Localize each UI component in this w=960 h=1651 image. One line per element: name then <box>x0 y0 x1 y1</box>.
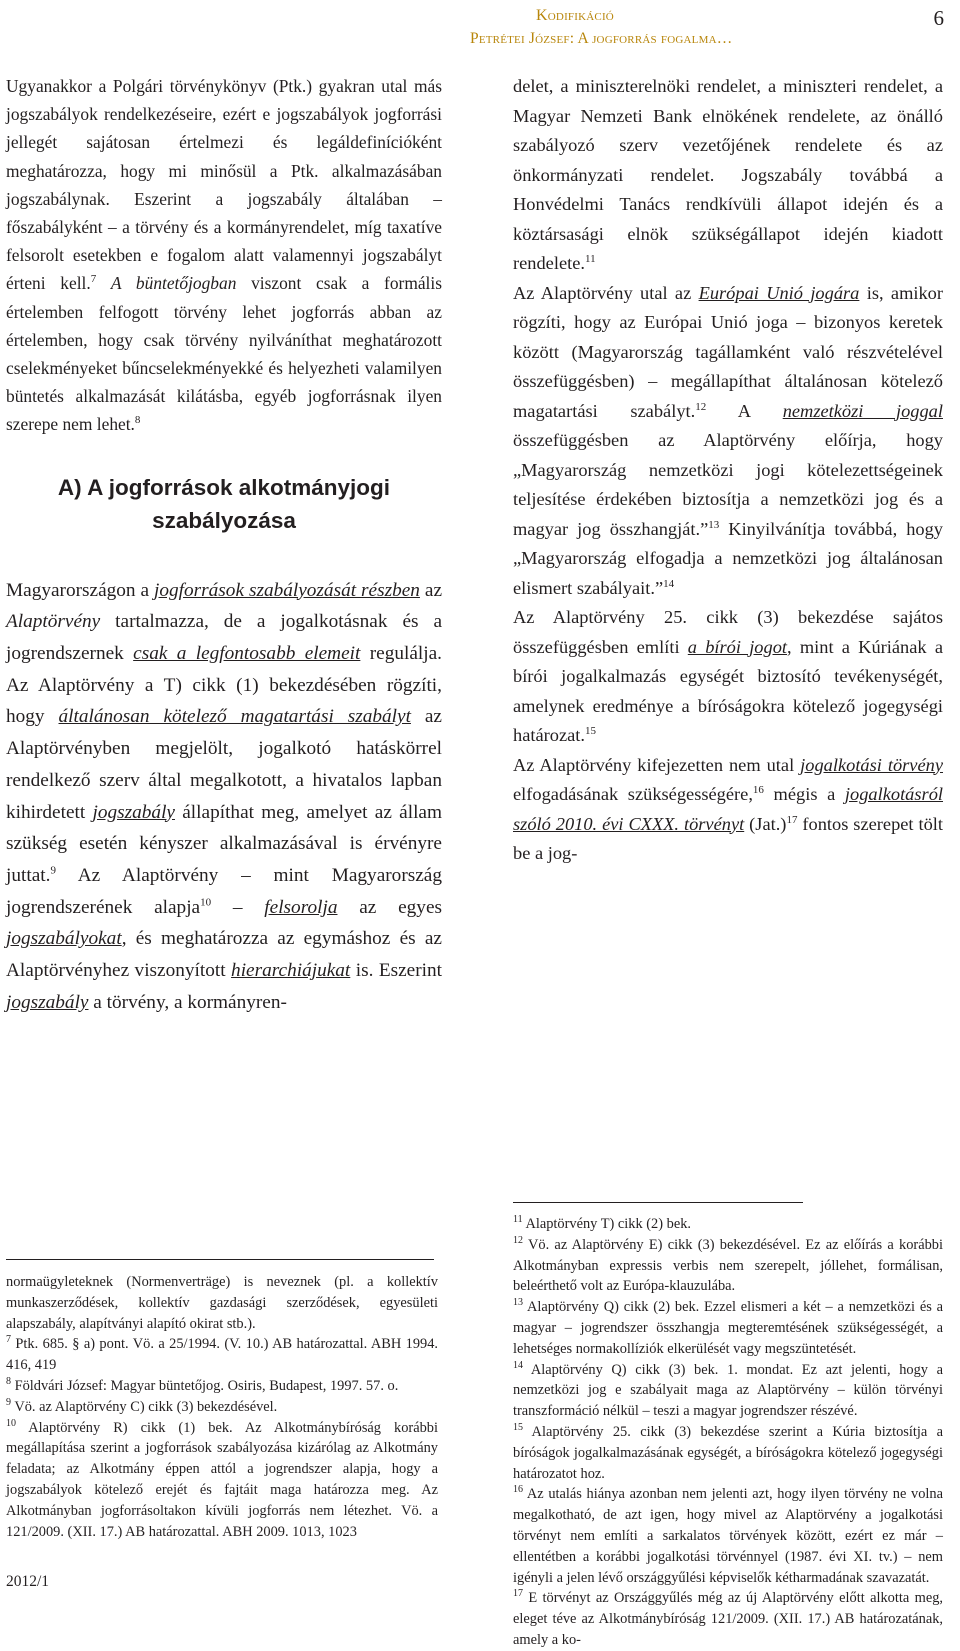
text-run: A) A jogforrások alkotmányjogi <box>57 474 391 500</box>
right-column <box>513 72 943 869</box>
footnotes-right <box>513 1214 943 1651</box>
text-run: Földvári József: Magyar büntetőjog. Osiris, Budapest, 1997. 57. o. <box>11 1377 399 1394</box>
footnote-separator-left <box>6 1259 434 1260</box>
text-run: , és meghatározza az egymáshoz és az Alaptörvényhez viszonyított <box>6 928 442 982</box>
text-run: Alaptörvény Q) cikk (2) bek. Ezzel elismeri a két – a nemzetközi és a magyar – jogrendszer összhangja megteremtésének szükségességét, a lehetséges normakollíziók elkerülését vagy megszüntetését. <box>513 1299 943 1357</box>
text-run: 17 <box>513 1588 523 1600</box>
text-run: Vö. az Alaptörvény C) cikk (3) bekezdésével. <box>11 1398 278 1415</box>
text-run: 16 <box>513 1484 523 1496</box>
issue-number: 2012/1 <box>6 1573 50 1590</box>
text-run: Alaptörvény 25. cikk (3) bekezdése szerint a Kúria biztosítja a bíróságok jogalkalmazásának egységét, a bíróságokra kötelező jogegységi határozatot hoz. <box>513 1423 943 1482</box>
text-run: Európai Unió jogára <box>698 282 860 303</box>
text-run: állapíthat meg, amelyet az állam szükség esetén kényszer alkalmazásával is érvényre juttat. <box>6 801 442 886</box>
right-body <box>513 72 943 869</box>
text-run: összefüggésben az Alaptörvény előírja, hogy „Magyarország nemzetközi jogi kötelezettségeinek teljesítése érdekében biztosítja a nemzetközi jog és a magyar jog összhangját.” <box>513 430 943 539</box>
text-run: 9 <box>6 1396 11 1408</box>
paragraph-jogalkotasi-torveny <box>513 751 943 869</box>
text-run: delet, a miniszterelnöki rendelet, a miniszteri rendelet, a Magyar Nemzeti Bank elnökének rendelete, az önálló szabályozó szerv vezetőjének rendelete és az önkormányzati rendelet. Jogszabály továbbá a Honvédelmi Tanács rendkívüli állapot idején és a köztársasági elnök szükségállapot idején kiadott rendelete. <box>513 76 943 273</box>
text-run: viszont csak a formális értelemben felfogott törvény lehet jogforrás abban az értelemben, hogy csak törvény nyilváníthat meghatározott cselekményeket bűncselekményekké és helyezheti valamilyen büntetés alkalmazását kilátásba, egyéb jogforrásnak ilyen szerepe nem lehet. <box>6 273 442 435</box>
text-run: 8 <box>6 1376 11 1388</box>
footnote-ref-17[interactable]: 17 <box>786 813 798 826</box>
text-run: 15 <box>513 1422 523 1434</box>
text-run: Alaptörvény Q) cikk (3) bek. 1. mondat. Ez azt jelenti, hogy a nemzetközi jog e szabályait maga az Alaptörvény – külön törvényi transzformáció nélkül – teszi a magyar jogrendszer részévé. <box>513 1361 943 1420</box>
text-run: is. Eszerint <box>350 960 443 982</box>
text-run: Kinyilvánítja továbbá, hogy „Magyarország elfogadja a nemzetközi jog általánosan elismert szabályait.” <box>513 518 943 598</box>
text-run: Magyarországon a <box>6 579 155 601</box>
footnote-11 <box>513 1214 943 1235</box>
footnote-ref-12[interactable]: 12 <box>695 400 707 413</box>
text-run: E törvényt az Országgyűlés még az új Alaptörvény előtt alkotta meg, eleget téve az Alkotmánybíróság 121/2009. (XII. 17.) AB határozatának, amely a ko- <box>513 1590 943 1648</box>
article-title: Petrétei József: A jogforrás fogalma… <box>470 30 733 47</box>
text-run: A büntetőjogban <box>110 273 237 294</box>
text-run: Alaptörvény R) cikk (1) bek. Az Alkotmánybíróság korábbi megállapítása szerint a jogforrások szabályozása kizárólag az Alkotmány feladata; az Alkotmány éppen attól a jogrendszer alapja, hogy a jogszabályok kötelező erejét és fajtáit maga határozza meg. Az Alkotmányban jogforrásoltakon kívüli jogforrás nem létezhet. Vö. a 121/2009. (XII. 17.) AB határozattal. ABH 2009. 1013, 1023 <box>6 1419 438 1540</box>
footnote-ref-13[interactable]: 13 <box>708 518 720 531</box>
text-run: Az Alaptörvény kifejezetten nem utal <box>513 754 801 775</box>
footnote-ref-16[interactable]: 16 <box>752 783 764 796</box>
text-run: Az Alaptörvény 25. cikk (3) bekezdése sajátos összefüggésben említi <box>513 607 943 657</box>
footnote-ref-7[interactable]: 7 <box>90 273 97 286</box>
text-run: jogforrások szabályozását részben <box>154 579 420 601</box>
footnote-ref-10[interactable]: 10 <box>200 896 212 909</box>
text-run: elfogadásának szükségességére, <box>513 784 753 804</box>
paragraph-jogforrasok <box>6 575 442 1019</box>
paragraph-eu-jog <box>513 279 943 604</box>
footnote-continued: normaügyleteknek (Normenverträge) is neveznek (pl. a kollektív munkaszerződések, kollektív gazdasági szerződések, egyesületi alapszabály, alapítványi alapító okirat stb.). <box>6 1274 438 1332</box>
footnote-10 <box>6 1418 438 1543</box>
text-run: csak a legfontosabb elemeit <box>133 643 361 665</box>
footnote-9 <box>6 1397 438 1418</box>
text-run: regulálja. Az Alaptörvény a T) cikk (1) bekezdésében rögzíti, hogy <box>6 643 442 728</box>
text-run: Vö. az Alaptörvény E) cikk (3) bekezdésével. Ez az előírás a korábbi Alkotmányban expressis verbis nem szerepelt, jóllehet, formálisan, beleérthető volt az Európa-klauzulába. <box>513 1236 943 1295</box>
text-run: (Jat.) <box>744 813 787 834</box>
text-run: jogszabály <box>6 991 89 1013</box>
text-run: általánosan kötelező magatartási szabályt <box>58 706 411 728</box>
text-run: 10 <box>6 1417 16 1429</box>
text-run: 7 <box>6 1334 11 1346</box>
text-run: nemzetközi joggal <box>782 400 943 421</box>
text-run: jogszabály <box>92 801 175 823</box>
text-run: jogalkotási törvény <box>800 754 943 775</box>
footnote-8 <box>6 1376 438 1397</box>
text-run: Ptk. 685. § a) pont. Vö. a 25/1994. (V. 10.) AB határozattal. ABH 1994. 416, 419 <box>6 1336 438 1374</box>
text-run: Az utalás hiánya azonban nem jelenti azt, hogy ilyen törvény ne volna megalkotható, de azt igen, hogy mivel az Alaptörvény a jogalkotási törvényt nem említi a sarkalatos törvények között, ezért ez már – ellentétben a korábbi jogalkotási törvénnyel (1987. évi XI. tv.) – nem igényli a jelen lévő országgyűlési képviselők kétharmadának szavazatát. <box>513 1486 943 1586</box>
text-run: – <box>211 896 265 918</box>
footnote-ref-11[interactable]: 11 <box>584 252 596 265</box>
text-run: 11 <box>513 1214 523 1226</box>
text-run: szabályozása <box>152 507 296 533</box>
text-run: fontos szerepet tölt be a jog- <box>513 813 943 863</box>
text-run: 13 <box>513 1297 523 1309</box>
journal-title: Kodifikáció <box>536 7 614 24</box>
text-run: Alaptörvény <box>6 611 101 633</box>
footnote-ref-9[interactable]: 9 <box>50 864 56 877</box>
footnote-16 <box>513 1484 943 1588</box>
text-run: tartalmazza, de a jogalkotásnak és a jogrendszernek <box>6 611 442 665</box>
footnote-13 <box>513 1297 943 1359</box>
section-heading <box>6 471 442 537</box>
text-run: Az Alaptörvény utal az <box>513 282 699 303</box>
paragraph-ptk <box>6 72 442 439</box>
footnote-separator-right <box>513 1202 803 1203</box>
text-run: 14 <box>513 1359 523 1371</box>
paragraph-rendeletek <box>513 72 943 279</box>
page-number: 6 <box>933 6 944 30</box>
footnote-12 <box>513 1235 943 1297</box>
text-run: az <box>419 579 442 601</box>
text-run: A <box>706 400 783 421</box>
footnote-ref-15[interactable]: 15 <box>584 724 596 737</box>
left-column <box>6 72 442 1018</box>
text-run: a törvény, a kormányren- <box>88 991 287 1013</box>
text-run: felsorolja <box>264 896 338 918</box>
footnotes-left <box>6 1272 438 1542</box>
footnote-17 <box>513 1588 943 1650</box>
footnote-14 <box>513 1360 943 1422</box>
footnote-ref-14[interactable]: 14 <box>663 577 675 590</box>
text-run: hierarchiájukat <box>231 960 351 982</box>
text-run: Az Alaptörvény – mint Magyarország jogrendszerének alapja <box>6 864 442 918</box>
text-run: mégis a <box>763 784 845 804</box>
text-run: a bírói jogot <box>687 636 788 657</box>
text-run: 12 <box>513 1235 523 1246</box>
footnote-7 <box>6 1334 438 1376</box>
running-header <box>470 4 733 50</box>
paragraph-biroi-jog <box>513 603 943 751</box>
text-run: , mint a Kúriának a bírói jogalkalmazás egységét biztosító tevékenységét, amelynek eredménye a bíróságokra kötelező jogegységi határozat. <box>513 636 943 745</box>
text-run: Alaptörvény T) cikk (2) bek. <box>522 1216 692 1232</box>
footnote-15 <box>513 1422 943 1484</box>
text-run: Ugyanakkor a Polgári törvénykönyv (Ptk.) gyakran utal más jogszabályok rendelkezéseire, ezért e jogszabályok jogforrási jellegét sajátosan értelmezi és legáldefinícióként meghatározza, hogy mi minősül a Ptk. alkalmazásában jogszabálynak. Eszerint a jogszabály általában – főszabályként – a törvény és a kormányrendelet, míg taxatíve felsorolt esetekben e fogalom alatt valamennyi jogszabályt érteni kell. <box>6 76 442 294</box>
text-run: jogszabályokat <box>6 928 122 950</box>
text-run: jogalkotásról szóló 2010. évi CXXX. törvényt <box>513 784 943 834</box>
footnote-ref-8[interactable]: 8 <box>134 414 141 427</box>
text-run: is, amikor rögzíti, hogy az Európai Unió joga – bizonyos keretek között (Magyarország tagállamként való részvételével összefüggésben) – megállapíthat általánosan kötelező magatartási szabályt. <box>513 282 943 421</box>
text-run: az egyes <box>337 896 443 918</box>
text-run: az Alaptörvényben megjelölt, jogalkotó hatáskörrel rendelkező szerv által megalkotott, a hivatalos lapban kihirdetett <box>6 706 442 823</box>
